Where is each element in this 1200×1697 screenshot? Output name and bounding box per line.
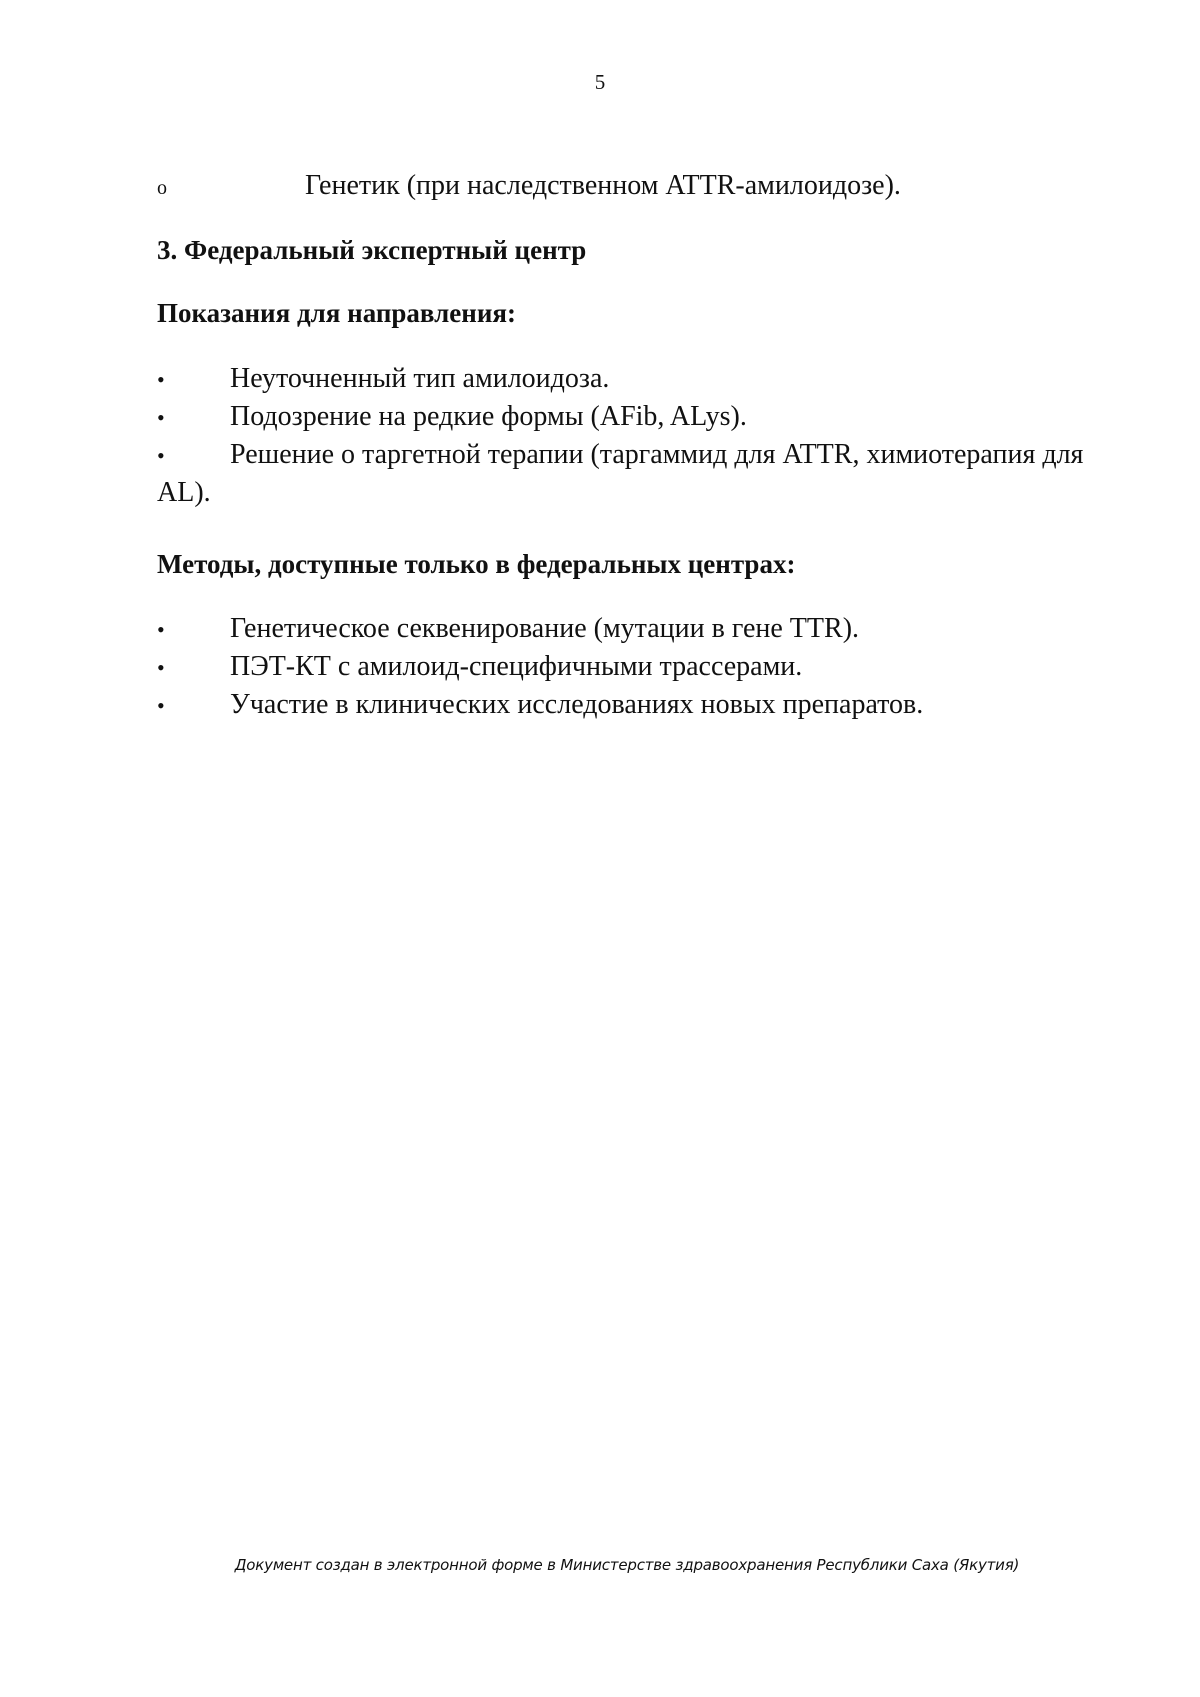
sub-bullet-text: Генетик (при наследственном ATTR-амилоидозе). <box>305 170 901 201</box>
list-item-text: ПЭТ-КТ с амилоид-специфичными трассерами. <box>230 651 803 682</box>
bullet-icon: • <box>157 405 165 430</box>
indications-list <box>157 360 1102 511</box>
sub-bullet-item <box>157 168 901 206</box>
section-title: 3. Федеральный экспертный центр <box>157 235 587 265</box>
circle-bullet-icon: o <box>157 177 167 199</box>
list-item <box>157 610 1102 648</box>
list-item-text: Неуточненный тип амилоидоза. <box>230 363 610 394</box>
indications-heading: Показания для направления: <box>157 298 516 328</box>
bullet-icon: • <box>157 443 165 468</box>
page-number: 5 <box>594 70 606 94</box>
bullet-icon: • <box>157 655 165 680</box>
list-item <box>157 648 1102 686</box>
footer-note: Документ создан в электронной форме в Министерстве здравоохранения Республики Саха (Якутия) <box>234 1556 1020 1574</box>
methods-heading: Методы, доступные только в федеральных центрах: <box>157 549 796 579</box>
list-item-text: Участие в клинических исследованиях новых препаратов. <box>230 689 924 720</box>
bullet-icon: • <box>157 367 165 392</box>
list-item-text: Решение о таргетной терапии (таргаммид для ATTR, химиотерапия для AL). <box>157 439 1084 508</box>
bullet-icon: • <box>157 693 165 718</box>
list-item-text: Генетическое секвенирование (мутации в гене TTR). <box>230 613 860 644</box>
list-item-text: Подозрение на редкие формы (AFib, ALys). <box>230 401 747 432</box>
bullet-icon: • <box>157 617 165 642</box>
list-item <box>157 686 1102 724</box>
list-item <box>157 436 1102 511</box>
list-item <box>157 360 1102 398</box>
methods-list <box>157 610 1102 724</box>
list-item <box>157 398 1102 436</box>
